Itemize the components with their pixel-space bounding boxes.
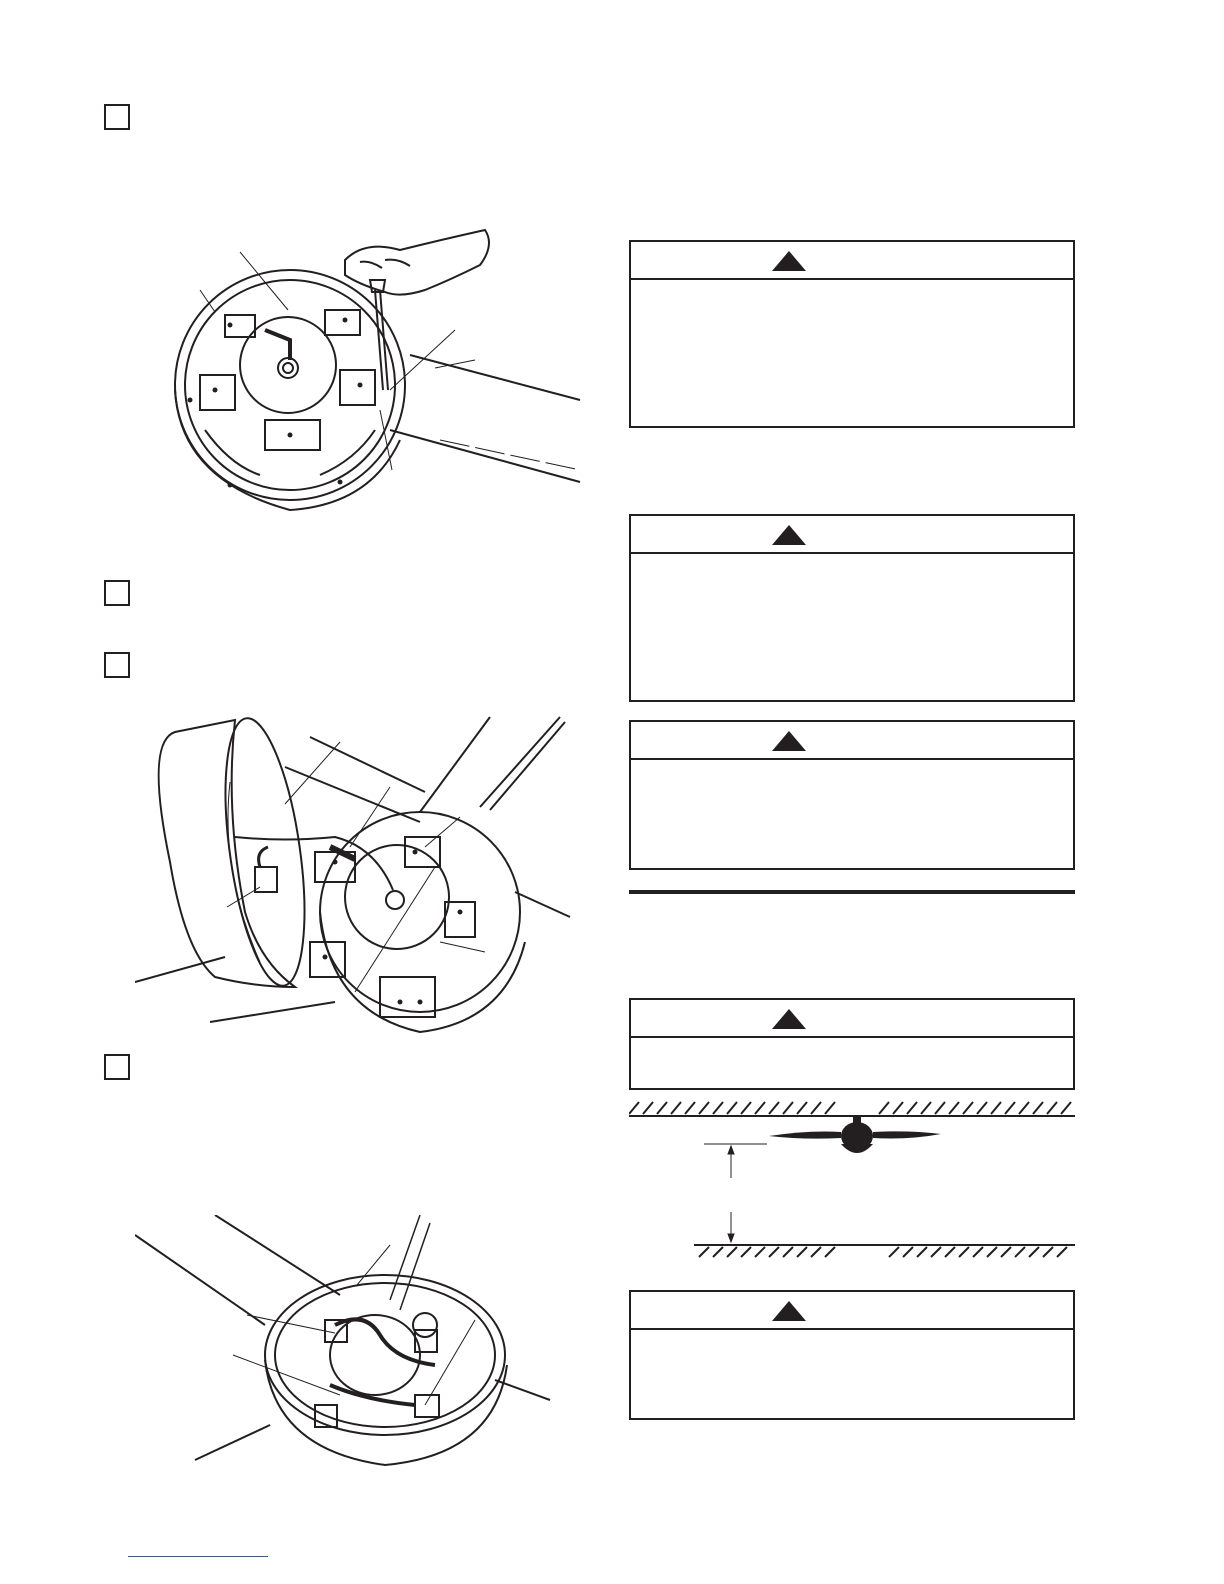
warning-text — [631, 760, 1073, 780]
warning-header — [631, 242, 1073, 280]
warning-box-5 — [629, 1290, 1075, 1420]
warning-triangle-icon — [771, 250, 807, 272]
footer-link-underline[interactable] — [128, 1556, 268, 1557]
warning-box-4 — [629, 998, 1075, 1090]
warning-triangle-icon — [771, 730, 807, 752]
warning-box-3 — [629, 720, 1075, 870]
figure-switch-housing-open — [135, 712, 575, 1042]
section-divider — [629, 890, 1075, 894]
warning-text — [631, 554, 1073, 574]
figure-light-kit-plate — [135, 1215, 555, 1470]
step-3-box — [104, 652, 130, 678]
warning-header — [631, 1000, 1073, 1038]
step-2-box — [104, 580, 130, 606]
warning-box-1 — [629, 240, 1075, 428]
warning-triangle-icon — [771, 524, 807, 546]
warning-triangle-icon — [771, 1008, 807, 1030]
warning-header — [631, 722, 1073, 760]
warning-text — [631, 280, 1073, 300]
warning-text — [631, 1330, 1073, 1350]
figure-fan-floor-clearance — [629, 1100, 1075, 1265]
warning-header — [631, 1292, 1073, 1330]
step-1-box — [104, 104, 130, 130]
warning-header — [631, 516, 1073, 554]
warning-box-2 — [629, 514, 1075, 702]
step-4-box — [104, 1054, 130, 1080]
figure-motor-screwdriver — [170, 220, 590, 520]
warning-triangle-icon — [771, 1300, 807, 1322]
warning-text — [631, 1038, 1073, 1058]
